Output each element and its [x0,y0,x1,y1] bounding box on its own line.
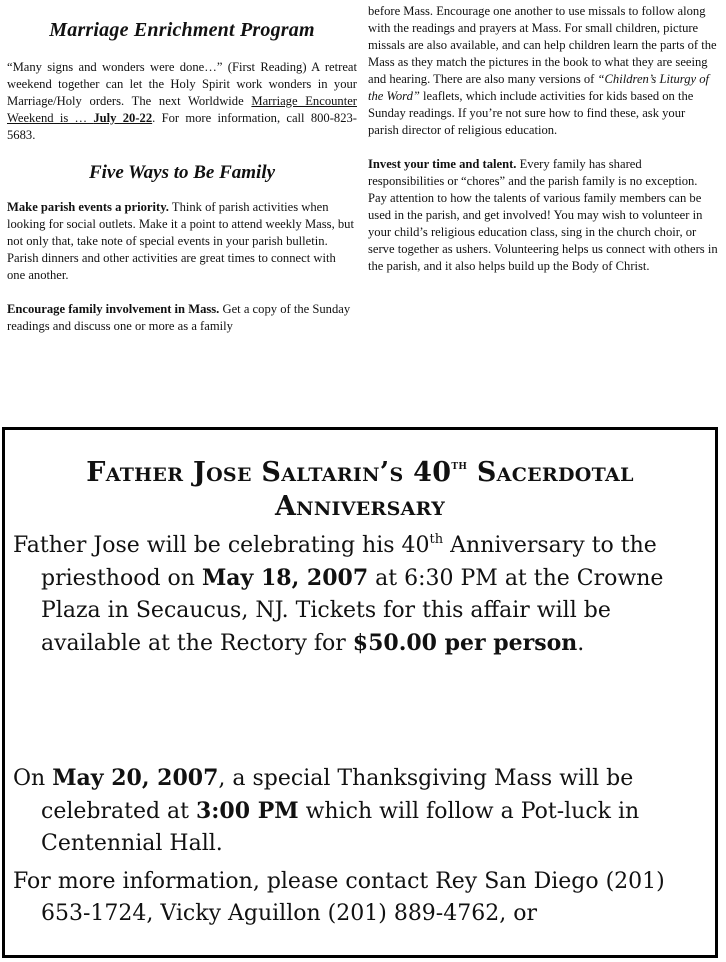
right-column [368,0,718,275]
title-part-b: Sacerdotal Anniversary [274,457,634,522]
thanksgiving-mass-paragraph [13,762,709,860]
time-talent-text: Every family has shared responsibilities or “chores” and the parish family is no exception. Pay attention to how the talents of various family members can be used in the parish, and get involved! You may wish to volunteer in your child’s religious education class, sing in the church choir, or serve together as ushers. Volunteering helps us connect with others in the parish, and it also helps build up the Body of Christ. [368,157,718,273]
reading-quote: “Many signs and wonders were done…” [7,60,223,74]
celebration-text-b: Anniversary to the priesthood on [41,533,657,591]
five-ways-heading: Five Ways to Be Family [88,162,276,183]
time-talent-lead: Invest your time and talent. [368,157,517,171]
contact-paragraph: For more information, please contact Rey San Diego (201) 653-1724, Vicky Aguillon (201) 889-4762, or [13,869,665,926]
marriage-enrichment-paragraph [7,59,357,144]
mass-date: May 20, 2007 [52,765,219,791]
missals-paragraph [368,3,718,139]
reading-text: (First Reading) A retreat weekend together can let the Holy Spirit work wonders in your Marriage/Holy orders. The next Worldwide [7,60,358,108]
ticket-price: $50.00 per person [352,630,578,656]
parish-events-lead: Make parish events a priority. [7,200,169,214]
mass-text-c: which will follow a Pot-luck in Centennial Hall. [41,799,640,856]
parish-events-paragraph [7,199,357,284]
celebration-text-a: Father Jose will be celebrating his 40 [13,533,430,558]
family-involvement-lead: Encourage family involvement in Mass. [7,302,220,316]
celebration-date: May 18, 2007 [201,565,369,591]
mass-text-a: On [13,766,53,791]
celebration-text-c: at 6:30 PM at the Crowne Plaza in Secaucus, NJ. Tickets for this affair will be available at the Rectory for [41,566,664,656]
mass-text-b: , a special Thanksgiving Mass will be celebrated at [41,766,634,824]
anniversary-announcement-box [2,427,718,958]
retreat-date: July 20-22 [93,111,153,125]
time-talent-paragraph [368,156,718,275]
celebration-superscript: th [429,532,444,547]
announcement-spacer [5,660,715,762]
title-part-a: Father Jose Saltarin’s 40 [86,457,452,488]
anniversary-title [13,456,707,524]
title-superscript: th [451,458,468,473]
contact-text: . For more information, call 800-823-5683. [7,111,357,142]
family-involvement-paragraph [7,301,357,335]
parish-events-text: Think of parish activities when looking for social outlets. Make it a point to attend weekly Mass, but not only that, take note of special events in your parish bulletin. Parish dinners and other activities are great times to connect with one another. [7,200,354,282]
missals-text-b: leaflets, which include activities for kids based on the Sunday readings. If you’re not sure how to find these, ask your parish director of religious education. [368,89,694,137]
celebration-text-d: . [577,631,585,656]
marriage-encounter-link: Marriage Encounter Weekend is … [7,94,357,125]
left-column [7,0,357,335]
marriage-enrichment-heading: Marriage Enrichment Program [49,19,315,41]
paragraph-gap [7,284,357,301]
family-involvement-text: Get a copy of the Sunday readings and discuss one or more as a family [7,302,351,333]
childrens-liturgy-title: “Children’s Liturgy of the Word” [368,72,710,103]
missals-text-a: before Mass. Encourage one another to use missals to follow along with the readings and prayers at Mass. For small children, picture missals are also available, and can help children learn the parts of the Mass as they match the pictures in the book to what they are seeing and hearing. There are also many versions of [368,4,717,86]
paragraph-gap [368,139,718,156]
mass-time: 3:00 PM [196,798,299,824]
celebration-paragraph [13,530,709,660]
